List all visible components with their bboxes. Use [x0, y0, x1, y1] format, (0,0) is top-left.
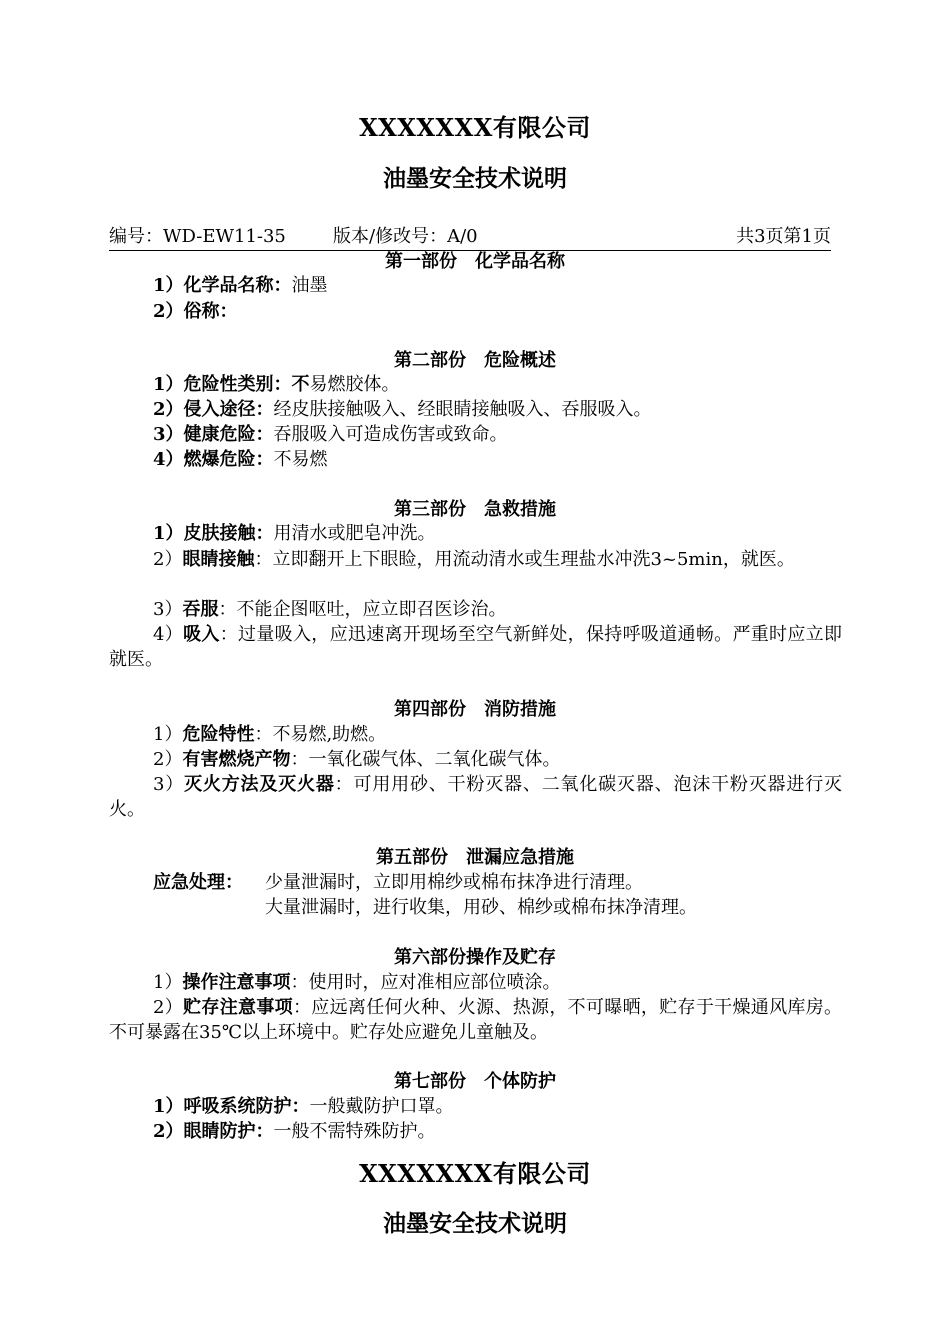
- s3-item-2-label: 眼睛接触: [182, 549, 255, 570]
- s3-item-4: [109, 622, 842, 672]
- section-7-title: 第七部份 个体防护: [394, 1071, 556, 1092]
- document-version: 版本/修改号：A/0: [333, 226, 478, 247]
- s3-item-4-text: ：过量吸入，应迅速离开现场至空气新鲜处，保持呼吸道通畅。严重时应立即就医。: [109, 624, 842, 670]
- s6-item-1-label: 操作注意事项: [182, 972, 291, 993]
- s1-item-2-label: 2）俗称：: [153, 301, 238, 322]
- document-title-repeat: 油墨安全技术说明: [383, 1210, 567, 1237]
- s1-item-2: [153, 300, 238, 324]
- section-6-title: 第六部份操作及贮存: [394, 947, 556, 968]
- s3-item-4-num: 4）: [153, 624, 184, 645]
- s6-item-2-text: ：应远离任何火种、火源、热源，不可曝晒，贮存于干燥通风库房。不可暴露在35℃以上环境中。贮存处应避免儿童触及。: [109, 997, 843, 1043]
- s2-item-4-label: 4）燃爆危险：: [153, 449, 274, 470]
- s4-item-3-text: ：可用用砂、干粉灭器、二氧化碳灭器、泡沫干粉灭器进行灭火。: [109, 774, 843, 820]
- s5-label: [153, 871, 243, 895]
- company-name: XXXXXXX有限公司: [359, 113, 591, 142]
- s3-item-4-label: 吸入: [183, 624, 220, 645]
- s7-item-1-label: 1）呼吸系统防护：: [153, 1096, 310, 1117]
- s6-item-1: [109, 970, 842, 995]
- s6-item-2: [109, 995, 842, 1045]
- s3-item-3: [109, 597, 842, 622]
- s5-text-2: 大量泄漏时，进行收集，用砂、棉纱或棉布抹净清理。: [265, 897, 697, 918]
- s4-item-1-text: ：不易燃,助燃。: [254, 724, 387, 745]
- s4-item-2-text: ：一氧化碳气体、二氧化碳气体。: [290, 749, 561, 770]
- s3-item-1-label: 1）皮肤接触：: [153, 523, 274, 544]
- s2-item-3-text: 吞服吸入可造成伤害或致命。: [273, 424, 508, 445]
- section-2-title: 第二部份 危险概述: [394, 350, 556, 371]
- page-indicator: 共3页第1页: [736, 226, 831, 247]
- s4-item-3: [109, 772, 842, 822]
- s2-item-3-label: 3）健康危险：: [153, 424, 274, 445]
- s4-item-3-label: 灭火方法及灭火器: [184, 774, 335, 795]
- s7-item-2: [153, 1120, 436, 1144]
- section-3-title: 第三部份 急救措施: [394, 499, 556, 520]
- s4-item-2-num: 2）: [153, 749, 183, 770]
- s3-item-3-num: 3）: [153, 599, 183, 620]
- s4-item-2: [109, 747, 842, 772]
- s4-item-1: [109, 722, 842, 747]
- s3-item-2-num: 2）: [153, 549, 183, 570]
- s3-item-2: [109, 547, 842, 572]
- s7-item-2-text: 一般不需特殊防护。: [273, 1121, 436, 1142]
- s7-item-2-label: 2）眼睛防护：: [153, 1121, 274, 1142]
- s5-label-text: 应急处理：: [153, 872, 243, 893]
- s3-item-3-text: ：不能企图呕吐，应立即召医诊治。: [218, 599, 507, 620]
- company-name-repeat: XXXXXXX有限公司: [359, 1159, 591, 1188]
- s6-item-1-num: 1）: [153, 972, 183, 993]
- section-5-title: 第五部份 泄漏应急措施: [376, 847, 574, 868]
- s4-item-1-num: 1）: [153, 724, 183, 745]
- s3-item-3-label: 吞服: [182, 599, 219, 620]
- s3-item-1: [153, 522, 436, 546]
- s2-item-2-label: 2）侵入途径：: [153, 399, 274, 420]
- document-header-line: [109, 224, 831, 251]
- s7-item-1-text: 一般戴防护口罩。: [309, 1096, 454, 1117]
- s1-item-1-text: 油墨: [291, 275, 328, 296]
- s3-item-2-text: ：立即翻开上下眼睑，用流动清水或生理盐水冲洗3~5min，就医。: [254, 549, 795, 570]
- s4-item-1-label: 危险特性: [182, 724, 255, 745]
- s4-item-3-num: 3）: [153, 774, 185, 795]
- s2-item-4-text: 不易燃: [273, 449, 328, 470]
- s1-item-1-label: 1）化学品名称：: [153, 275, 292, 296]
- s7-item-1: [153, 1095, 454, 1119]
- s1-item-1: [153, 274, 328, 298]
- s2-item-1: [153, 373, 400, 397]
- s2-item-2: [153, 398, 652, 422]
- s3-item-1-text: 用清水或肥皂冲洗。: [273, 523, 436, 544]
- s6-item-2-num: 2）: [153, 997, 184, 1018]
- document-code: 编号：WD-EW11-35: [109, 226, 286, 247]
- s2-item-2-text: 经皮肤接触吸入、经眼睛接触吸入、吞服吸入。: [273, 399, 652, 420]
- s6-item-2-label: 贮存注意事项: [183, 997, 293, 1018]
- s6-item-1-text: ：使用时，应对准相应部位喷涂。: [290, 972, 561, 993]
- s5-text-1: 少量泄漏时，立即用棉纱或棉布抹净进行清理。: [265, 872, 643, 893]
- section-4-title: 第四部份 消防措施: [394, 699, 556, 720]
- s2-item-1-text: 易燃胶体。: [309, 374, 400, 395]
- s4-item-2-label: 有害燃烧产物: [182, 749, 291, 770]
- section-1-title: 第一部份 化学品名称: [385, 251, 565, 272]
- s2-item-3: [153, 423, 508, 447]
- s2-item-4: [153, 448, 328, 472]
- document-title: 油墨安全技术说明: [383, 165, 567, 192]
- s2-item-1-label: 1）危险性类别：不: [153, 374, 310, 395]
